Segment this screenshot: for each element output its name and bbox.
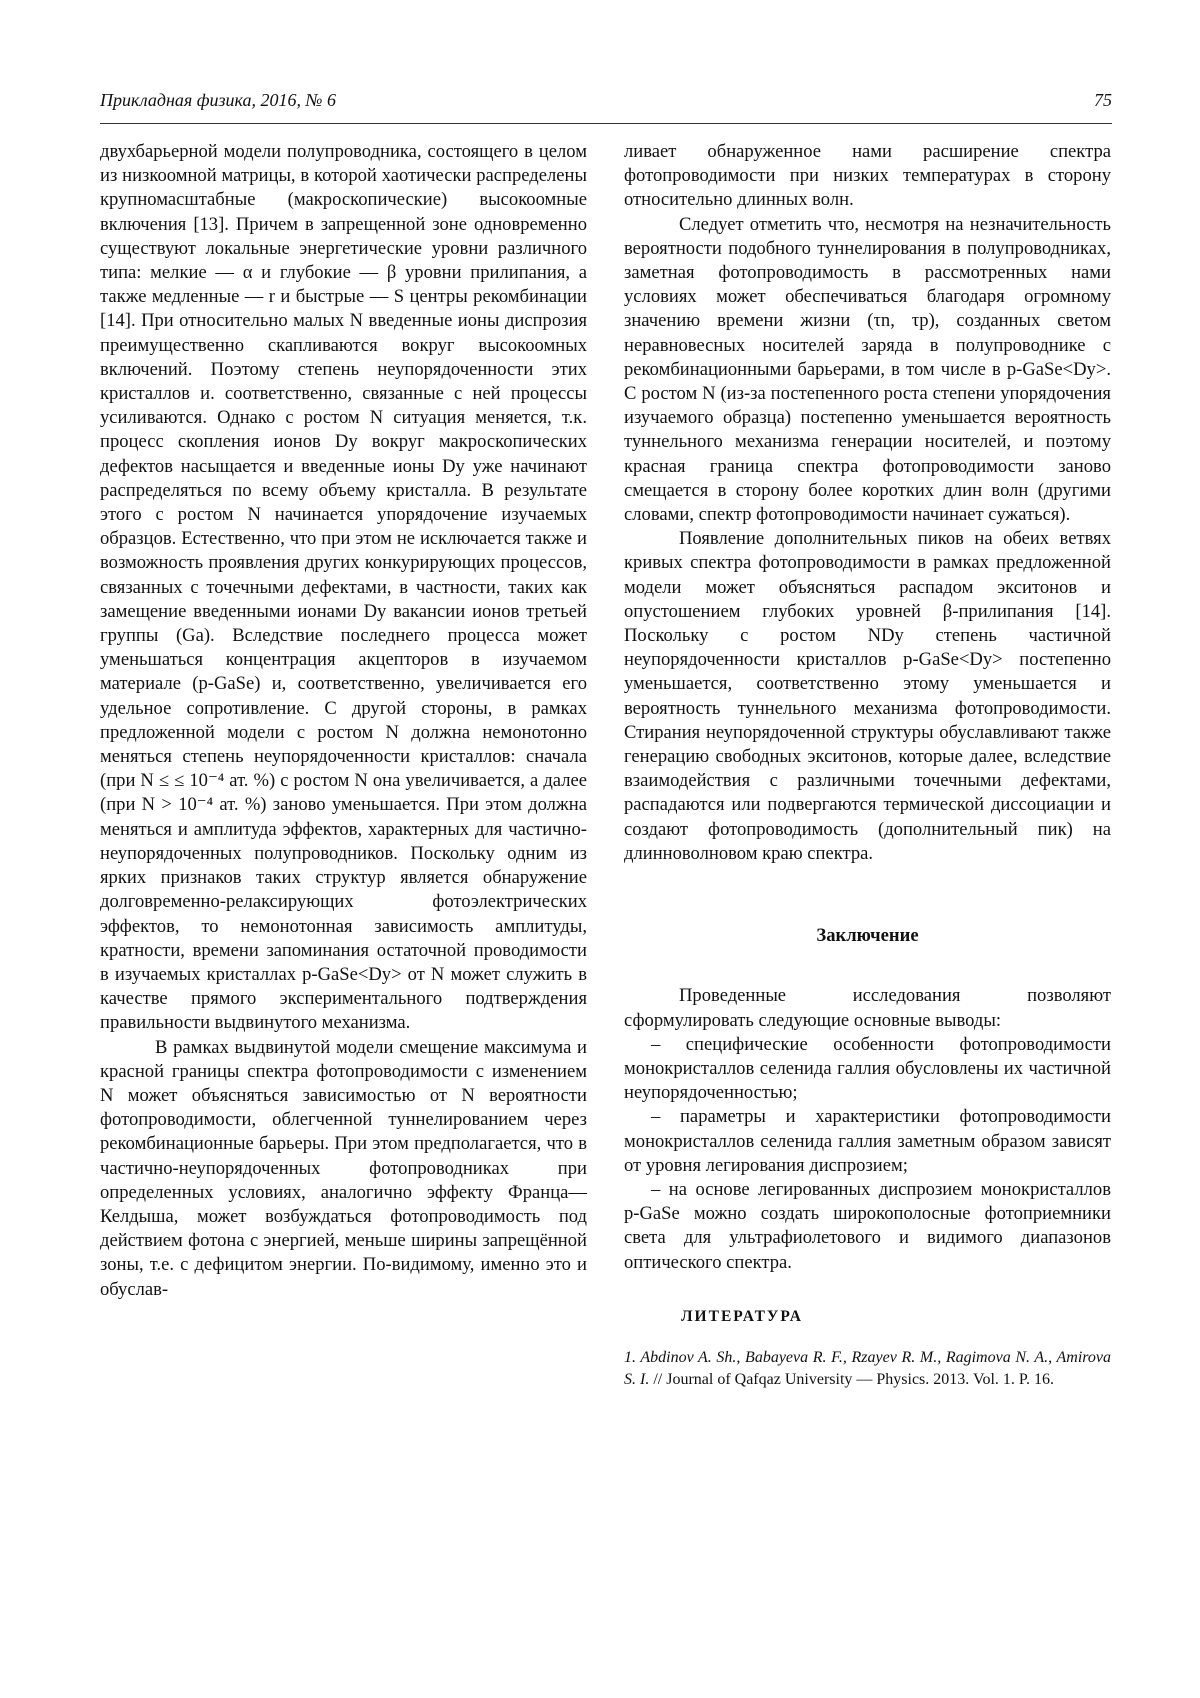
conclusion-heading: Заключение (816, 925, 919, 947)
left-column (100, 140, 587, 1302)
conclusion-item: – специфические особенности фотопроводимости монокристаллов селенида галлия обусловлены их частичной неупорядоченностью; (624, 1033, 1111, 1104)
journal-title: Прикладная физика, 2016, № 6 (100, 90, 336, 110)
paragraph: Появление дополнительных пиков на обеих ветвях кривых спектра фотопроводимости в рамках предложенной модели может объясняться распадом экситонов и опустошением глубоких уровней β-прилипания [14]. Поскольку с ростом NDy степень частичной неупорядоченности кристаллов p-GaSe<Dy> постепенно уменьшается, соответственно этому уменьшается и вероятность туннельного механизма фотопроводимости. Стирания неупорядоченной структуры обуславливают также генерацию свободных экситонов, которые далее, вследствие взаимодействия с различными точечными дефектами, распадаются или подвергаются термической диссоциации и создают фотопроводимость (дополнительный пик) на длинноволновом краю спектра. (624, 528, 1111, 864)
literature-heading: ЛИТЕРАТУРА (681, 1307, 803, 1325)
reference-item (624, 1347, 1111, 1391)
paragraph: ливает обнаруженное нами расширение спектра фотопроводимости при низких температурах в сторону относительно длинных волн. (624, 141, 1111, 211)
header-rule (100, 123, 1112, 124)
running-header (100, 90, 1112, 111)
page-number: 75 (1094, 90, 1112, 110)
conclusion-intro: Проведенные исследования позволяют сформулировать следующие основные выводы: (624, 985, 1111, 1031)
conclusion-item: – параметры и характеристики фотопроводимости монокристаллов селенида галлия заметным образом зависят от уровня легирования диспрозием; (624, 1106, 1111, 1176)
paragraph: Следует отметить что, несмотря на незначительность вероятности подобного туннелирования в полупроводниках, заметная фотопроводимость в рассмотренных нами условиях может обеспечиваться благодаря огромному значению времени жизни (τn, τp), созданных светом неравновесных носителей заряда в полупроводнике с рекомбинационными барьерами, в том числе в p-GaSe<Dy>. С ростом N (из-за постепенного роста степени упорядочения изучаемого образца) постепенно уменьшается вероятность туннельного механизма генерации носителей, и поэтому красная граница спектра фотопроводимости заново смещается в сторону более коротких длин волн (другими словами, спектр фотопроводимости начинает сужаться). (624, 213, 1111, 526)
right-column (624, 140, 1111, 1391)
paragraph: двухбарьерной модели полупроводника, состоящего в целом из низкоомной матрицы, в которой хаотически распределены крупномасштабные (макроскопические) высокоомные включения [13]. Причем в запрещенной зоне одновременно существуют локальные энергетические уровни различного типа: мелкие — α и глубокие — β уровни прилипания, а также медленные — r и быстрые — S центры рекомбинации [14]. При относительно малых N введенные ионы диспрозия преимущественно скапливаются вокруг высокоомных включений. Поэтому степень неупорядоченности этих кристаллов и. соответственно, связанные с ней процессы усиливаются. Однако с ростом N ситуация меняется, т.к. процесс скопления ионов Dy вокруг макроскопических дефектов насыщается и введенные ионы Dy уже начинают распределяться по всему объему кристалла. В результате этого с ростом N начинается упорядочение изучаемых образцов. Естественно, что при этом не исключается также и возможность проявления других конкурирующих процессов, связанных с точечными дефектами, в частности, таких как замещение введенными ионами Dy вакансии ионов третьей группы (Ga). Вследствие последнего процесса может уменьшаться концентрация акцепторов в изучаемом материале (p-GaSe) и, соответственно, увеличивается его удельное сопротивление. С другой стороны, в рамках предложенной модели с ростом N должна немонотонно меняться степень неупорядоченности кристаллов: сначала (при N ≤ ≤ 10⁻⁴ ат. %) с ростом N она увеличивается, а далее (при N > 10⁻⁴ ат. %) заново уменьшается. При этом должна меняться и амплитуда эффектов, характерных для частично-неупорядоченных полупроводников. Поскольку одним из ярких признаков таких структур является обнаружение долговременно-релаксирующих фотоэлектрических эффектов, то немонотонная зависимость амплитуды, кратности, времени запоминания остаточной проводимости в изучаемых кристаллах p-GaSe<Dy> от N может служить в качестве прямого экспериментального подтверждения правильности выдвинутого механизма. (100, 141, 587, 1034)
conclusion-item: – на основе легированных диспрозием монокристаллов p-GaSe можно создать широкополосные фотоприемники света для ультрафиолетового и видимого диапазонов оптического спектра. (624, 1178, 1111, 1273)
reference-authors: 1. Abdinov A. Sh., Babayeva R. F., Rzayev R. M., Ragimova N. A., Amirova S. I. (624, 1348, 1111, 1388)
reference-source: // Journal of Qafqaz University — Physics. 2013. Vol. 1. P. 16. (649, 1370, 1055, 1388)
paragraph: В рамках выдвинутой модели смещение максимума и красной границы спектра фотопроводимости с изменением N может объясняться зависимостью от N вероятности фотопроводимости, облегченной туннелированием через рекомбинационные барьеры. При этом предполагается, что в частично-неупорядоченных фотопроводниках при определенных условиях, аналогично эффекту Франца—Келдыша, может возбуждаться фотопроводимость под действием фотона с энергией, меньше ширины запрещённой зоны, т.е. с дефицитом энергии. По-видимому, именно это и обуслав- (100, 1036, 587, 1300)
